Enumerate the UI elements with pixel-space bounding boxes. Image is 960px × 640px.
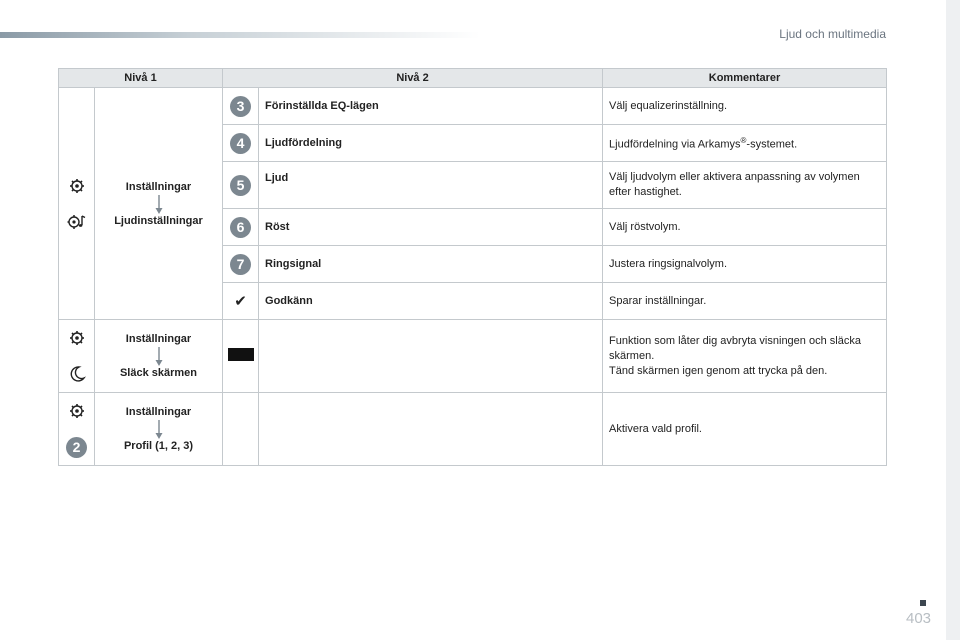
level1-cell-sound xyxy=(95,88,223,320)
comment-text: Sparar inställningar. xyxy=(603,283,887,320)
level1-subtitle: Släck skärmen xyxy=(119,367,198,379)
header-level2: Nivå 2 xyxy=(223,69,603,88)
level1-icons-profile xyxy=(59,393,95,466)
level1-icons-screen xyxy=(59,320,95,393)
comment-line: Funktion som låter dig avbryta visningen och släcka skärmen. xyxy=(609,334,861,362)
section-title: Ljud och multimedia xyxy=(779,27,886,41)
comment-text-main: Ljudfördelning via Arkamys xyxy=(609,138,741,151)
level1-subtitle: Profil (1, 2, 3) xyxy=(123,440,194,452)
number-badge: 2 xyxy=(66,437,87,458)
header-level1: Nivå 1 xyxy=(59,69,223,88)
moon-icon xyxy=(66,363,88,385)
number-badge: 7 xyxy=(230,254,251,275)
arrow-down-icon xyxy=(154,195,164,215)
level1-title: Inställningar xyxy=(125,333,192,345)
level1-title: Inställningar xyxy=(125,180,192,193)
settings-table xyxy=(58,68,887,466)
page-marker xyxy=(920,600,926,606)
table-header-row xyxy=(59,69,887,88)
level2-label: Godkänn xyxy=(259,283,603,320)
screen-off-icon xyxy=(228,348,254,361)
header-decorative-bar xyxy=(0,32,480,38)
comment-text-end: -systemet. xyxy=(746,138,798,151)
profile-number-icon xyxy=(66,436,88,458)
arrow-down-icon xyxy=(154,420,164,440)
check-icon: ✔ xyxy=(234,293,247,310)
level1-cell-screen xyxy=(95,320,223,393)
step-number-cell xyxy=(223,283,259,320)
table-row xyxy=(59,320,887,393)
comment-text: Justera ringsignalvolym. xyxy=(603,246,887,283)
table-row xyxy=(59,393,887,466)
step-number-cell xyxy=(223,209,259,246)
comment-line: Tänd skärmen igen genom att trycka på den. xyxy=(609,364,828,377)
step-number-cell xyxy=(223,125,259,162)
comment-text xyxy=(603,125,887,162)
step-number-cell xyxy=(223,88,259,125)
comment-text: Välj equalizerinställning. xyxy=(603,88,887,125)
level2-label: Ljud xyxy=(259,162,603,209)
level1-subtitle: Ljudinställningar xyxy=(114,214,203,227)
level1-icons-sound xyxy=(59,88,95,320)
step-number-cell xyxy=(223,246,259,283)
header-comments: Kommentarer xyxy=(603,69,887,88)
comment-text: Välj ljudvolym eller aktivera anpassning av volymen efter hastighet. xyxy=(603,162,887,209)
number-badge: 4 xyxy=(230,133,251,154)
comment-text: Välj röstvolym. xyxy=(603,209,887,246)
right-margin-strip xyxy=(946,0,960,640)
number-badge: 3 xyxy=(230,96,251,117)
number-badge: 6 xyxy=(230,217,251,238)
gear-icon xyxy=(66,327,88,349)
number-badge: 5 xyxy=(230,175,251,196)
level1-title: Inställningar xyxy=(125,406,192,418)
level2-label: Ljudfördelning xyxy=(259,125,603,162)
comment-text: Aktivera vald profil. xyxy=(603,393,887,466)
level2-empty xyxy=(259,393,603,466)
gear-icon xyxy=(66,400,88,422)
step-number-cell xyxy=(223,162,259,209)
level1-cell-profile xyxy=(95,393,223,466)
gear-icon xyxy=(66,175,88,197)
sound-settings-icon xyxy=(66,211,88,233)
level2-label: Förinställda EQ-lägen xyxy=(259,88,603,125)
step-number-cell xyxy=(223,320,259,393)
level2-label: Röst xyxy=(259,209,603,246)
level2-label: Ringsignal xyxy=(259,246,603,283)
level2-empty xyxy=(259,320,603,393)
arrow-down-icon xyxy=(154,347,164,367)
comment-text xyxy=(603,320,887,393)
table-row xyxy=(59,88,887,125)
registered-mark: ® xyxy=(740,136,747,146)
page-number: 403 xyxy=(906,610,932,627)
step-number-cell xyxy=(223,393,259,466)
